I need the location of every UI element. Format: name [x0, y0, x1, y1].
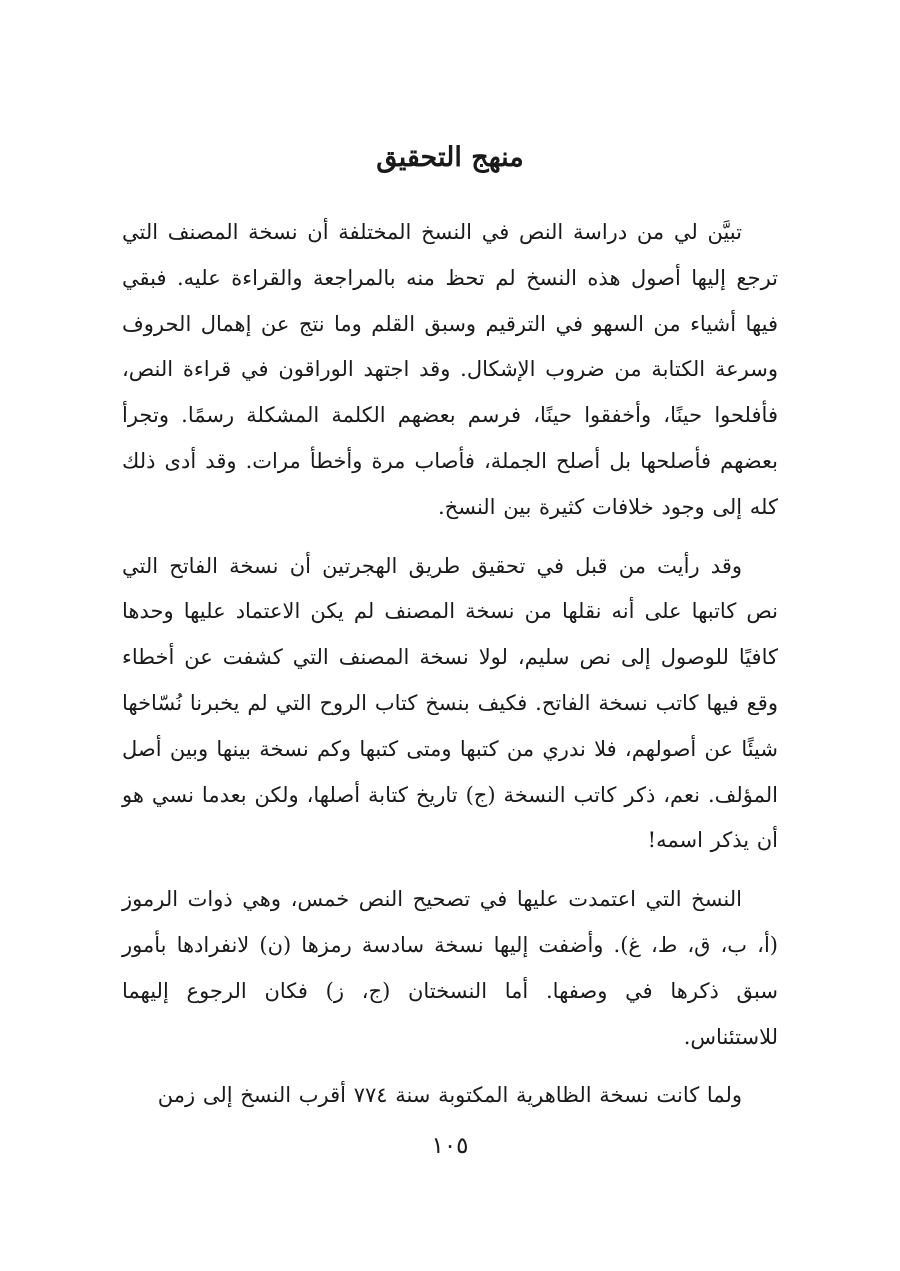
- paragraph: وقد رأيت من قبل في تحقيق طريق الهجرتين أن نسخة الفاتح التي نص كاتبها على أنه نقلها من نسخة المصنف لم يكن الاعتماد عليها وحدها كافيًا للوصول إلى نص سليم، لولا نسخة المصنف التي كشفت عن أخطاء وقع فيها كاتب نسخة الفاتح. فكيف بنسخ كتاب الروح التي لم يخبرنا نُسّاخها شيئًا عن أصولهم، فلا ندري من كتبها ومتى كتبها وكم نسخة بينها وبين أصل المؤلف. نعم، ذكر كاتب النسخة (ج) تاريخ كتابة أصلها، ولكن بعدما نسي هو أن يذكر اسمه!: [122, 553, 778, 853]
- page-number: ١٠٥: [431, 1133, 469, 1159]
- paragraph: النسخ التي اعتمدت عليها في تصحيح النص خمس، وهي ذوات الرموز (أ، ب، ق، ط، غ). وأضفت إليها نسخة سادسة رمزها (ن) لانفرادها بأمور سبق ذكرها في وصفها. أما النسختان (ج، ز) فكان الرجوع إليهما للاستئناس.: [122, 887, 778, 1049]
- paragraph: تبيَّن لي من دراسة النص في النسخ المختلفة أن نسخة المصنف التي ترجع إليها أصول هذه النسخ لم تحظ منه بالمراجعة والقراءة عليه. فبقي فيها أشياء من السهو في الترقيم وسبق القلم وما نتج عن إهمال الحروف وسرعة الكتابة من ضروب الإشكال. وقد اجتهد الوراقون في قراءة النص، فأفلحوا حينًا، وأخفقوا حينًا، فرسم بعضهم الكلمة المشكلة رسمًا. وتجرأ بعضهم فأصلحها بل أصلح الجملة، فأصاب مرة وأخطأ مرات. وقد أدى ذلك كله إلى وجود خلافات كثيرة بين النسخ.: [122, 220, 778, 519]
- section-title: منهج التحقيق: [376, 142, 524, 173]
- body-text: [122, 210, 778, 1132]
- paragraph: ولما كانت نسخة الظاهرية المكتوبة سنة ٧٧٤ أقرب النسخ إلى زمن: [157, 1083, 742, 1108]
